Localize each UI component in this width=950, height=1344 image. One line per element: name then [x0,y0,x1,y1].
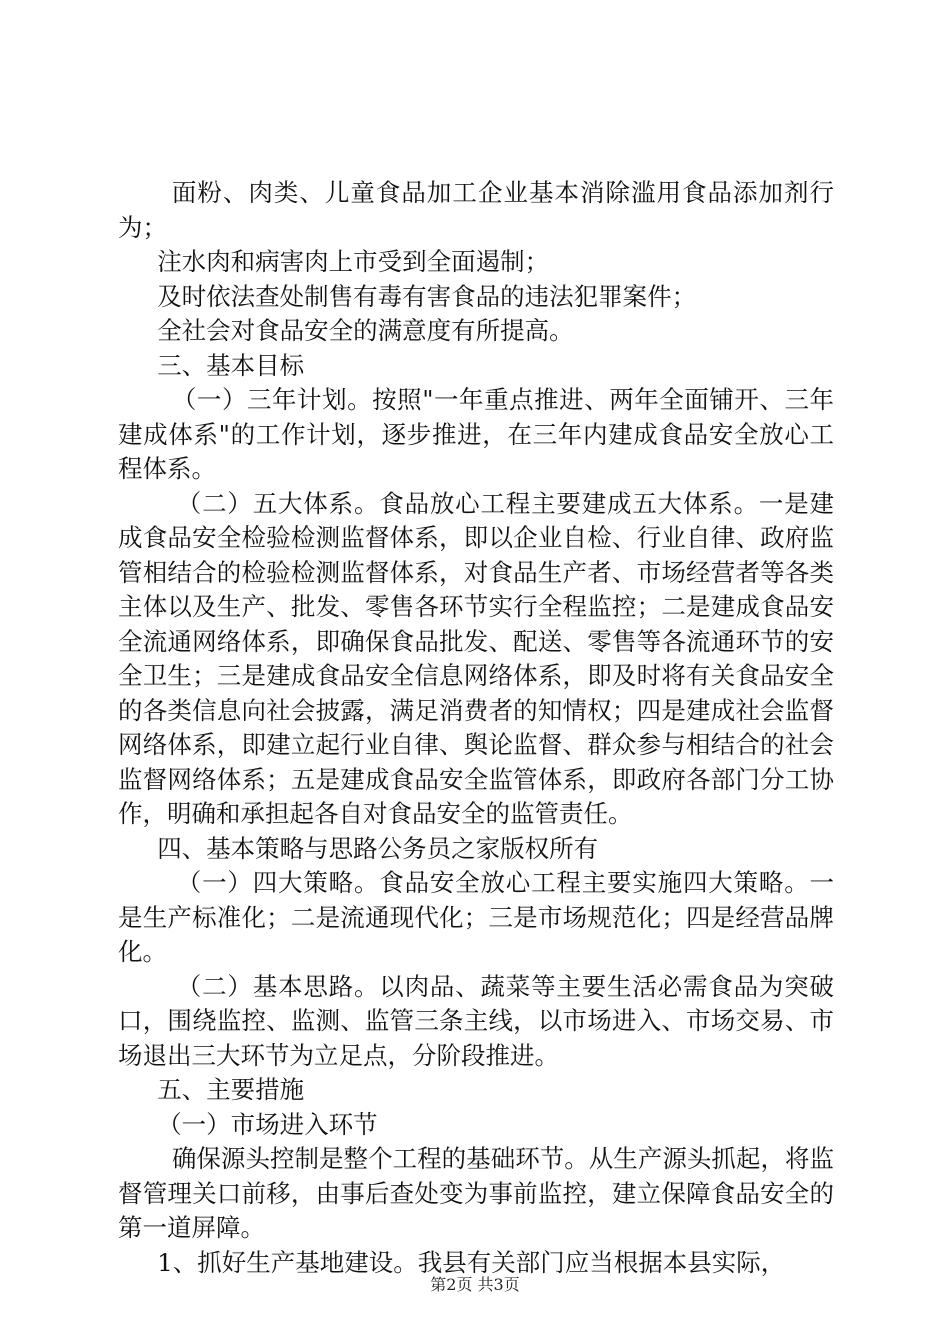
paragraph-13: 确保源头控制是整个工程的基础环节。从生产源头抓起，将监督管理关口前移，由事后查处变为事前监控，建立保障食品安全的第一道屏障。 [118,1144,834,1242]
paragraph-6: （一）三年计划。按照"一年重点推进、两年全面铺开、三年建成体系"的工作计划，逐步推进，在三年内建成食品安全放心工程体系。 [118,385,834,483]
subsection-heading-1: （一）市场进入环节 [157,1109,378,1139]
document-body [118,176,834,1280]
paragraph-3: 及时依法查处制售有毒有害食品的违法犯罪案件； [157,281,697,311]
section-heading-4: 四、基本策略与思路公务员之家版权所有 [157,833,599,863]
paragraph-9: （一）四大策略。食品安全放心工程主要实施四大策略。一是生产标准化；二是流通现代化；三是市场规范化；四是经营品牌化。 [118,868,834,966]
page-footer: 第2页 共3页 [430,1275,520,1294]
paragraph-1: 面粉、肉类、儿童食品加工企业基本消除滥用食品添加剂行为； [118,178,834,242]
paragraph-7: （二）五大体系。食品放心工程主要建成五大体系。一是建成食品安全检验检测监督体系，即以企业自检、行业自律、政府监管相结合的检验检测监督体系，对食品生产者、市场经营者等各类主体以及生产、批发、零售各环节实行全程监控；二是建成食品安全流通网络体系，即确保食品批发、配送、零售等各流通环节的安全卫生；三是建成食品安全信息网络体系，即及时将有关食品安全的各类信息向社会披露，满足消费者的知情权；四是建成社会监督网络体系，即建立起行业自律、舆论监督、群众参与相结合的社会监督网络体系；五是建成食品安全监管体系，即政府各部门分工协作，明确和承担起各自对食品安全的监管责任。 [118,488,834,828]
section-heading-3: 三、基本目标 [157,350,305,380]
paragraph-10: （二）基本思路。以肉品、蔬菜等主要生活必需食品为突破口，围绕监控、监测、监管三条主线，以市场进入、市场交易、市场退出三大环节为立足点，分阶段推进。 [118,971,834,1070]
paragraph-4: 全社会对食品安全的满意度有所提高。 [157,316,574,345]
section-heading-5: 五、主要措施 [157,1075,305,1104]
paragraph-14: 1、抓好生产基地建设。我县有关部门应当根据本县实际， [157,1247,786,1277]
paragraph-2: 注水肉和病害肉上市受到全面遏制； [157,247,550,276]
